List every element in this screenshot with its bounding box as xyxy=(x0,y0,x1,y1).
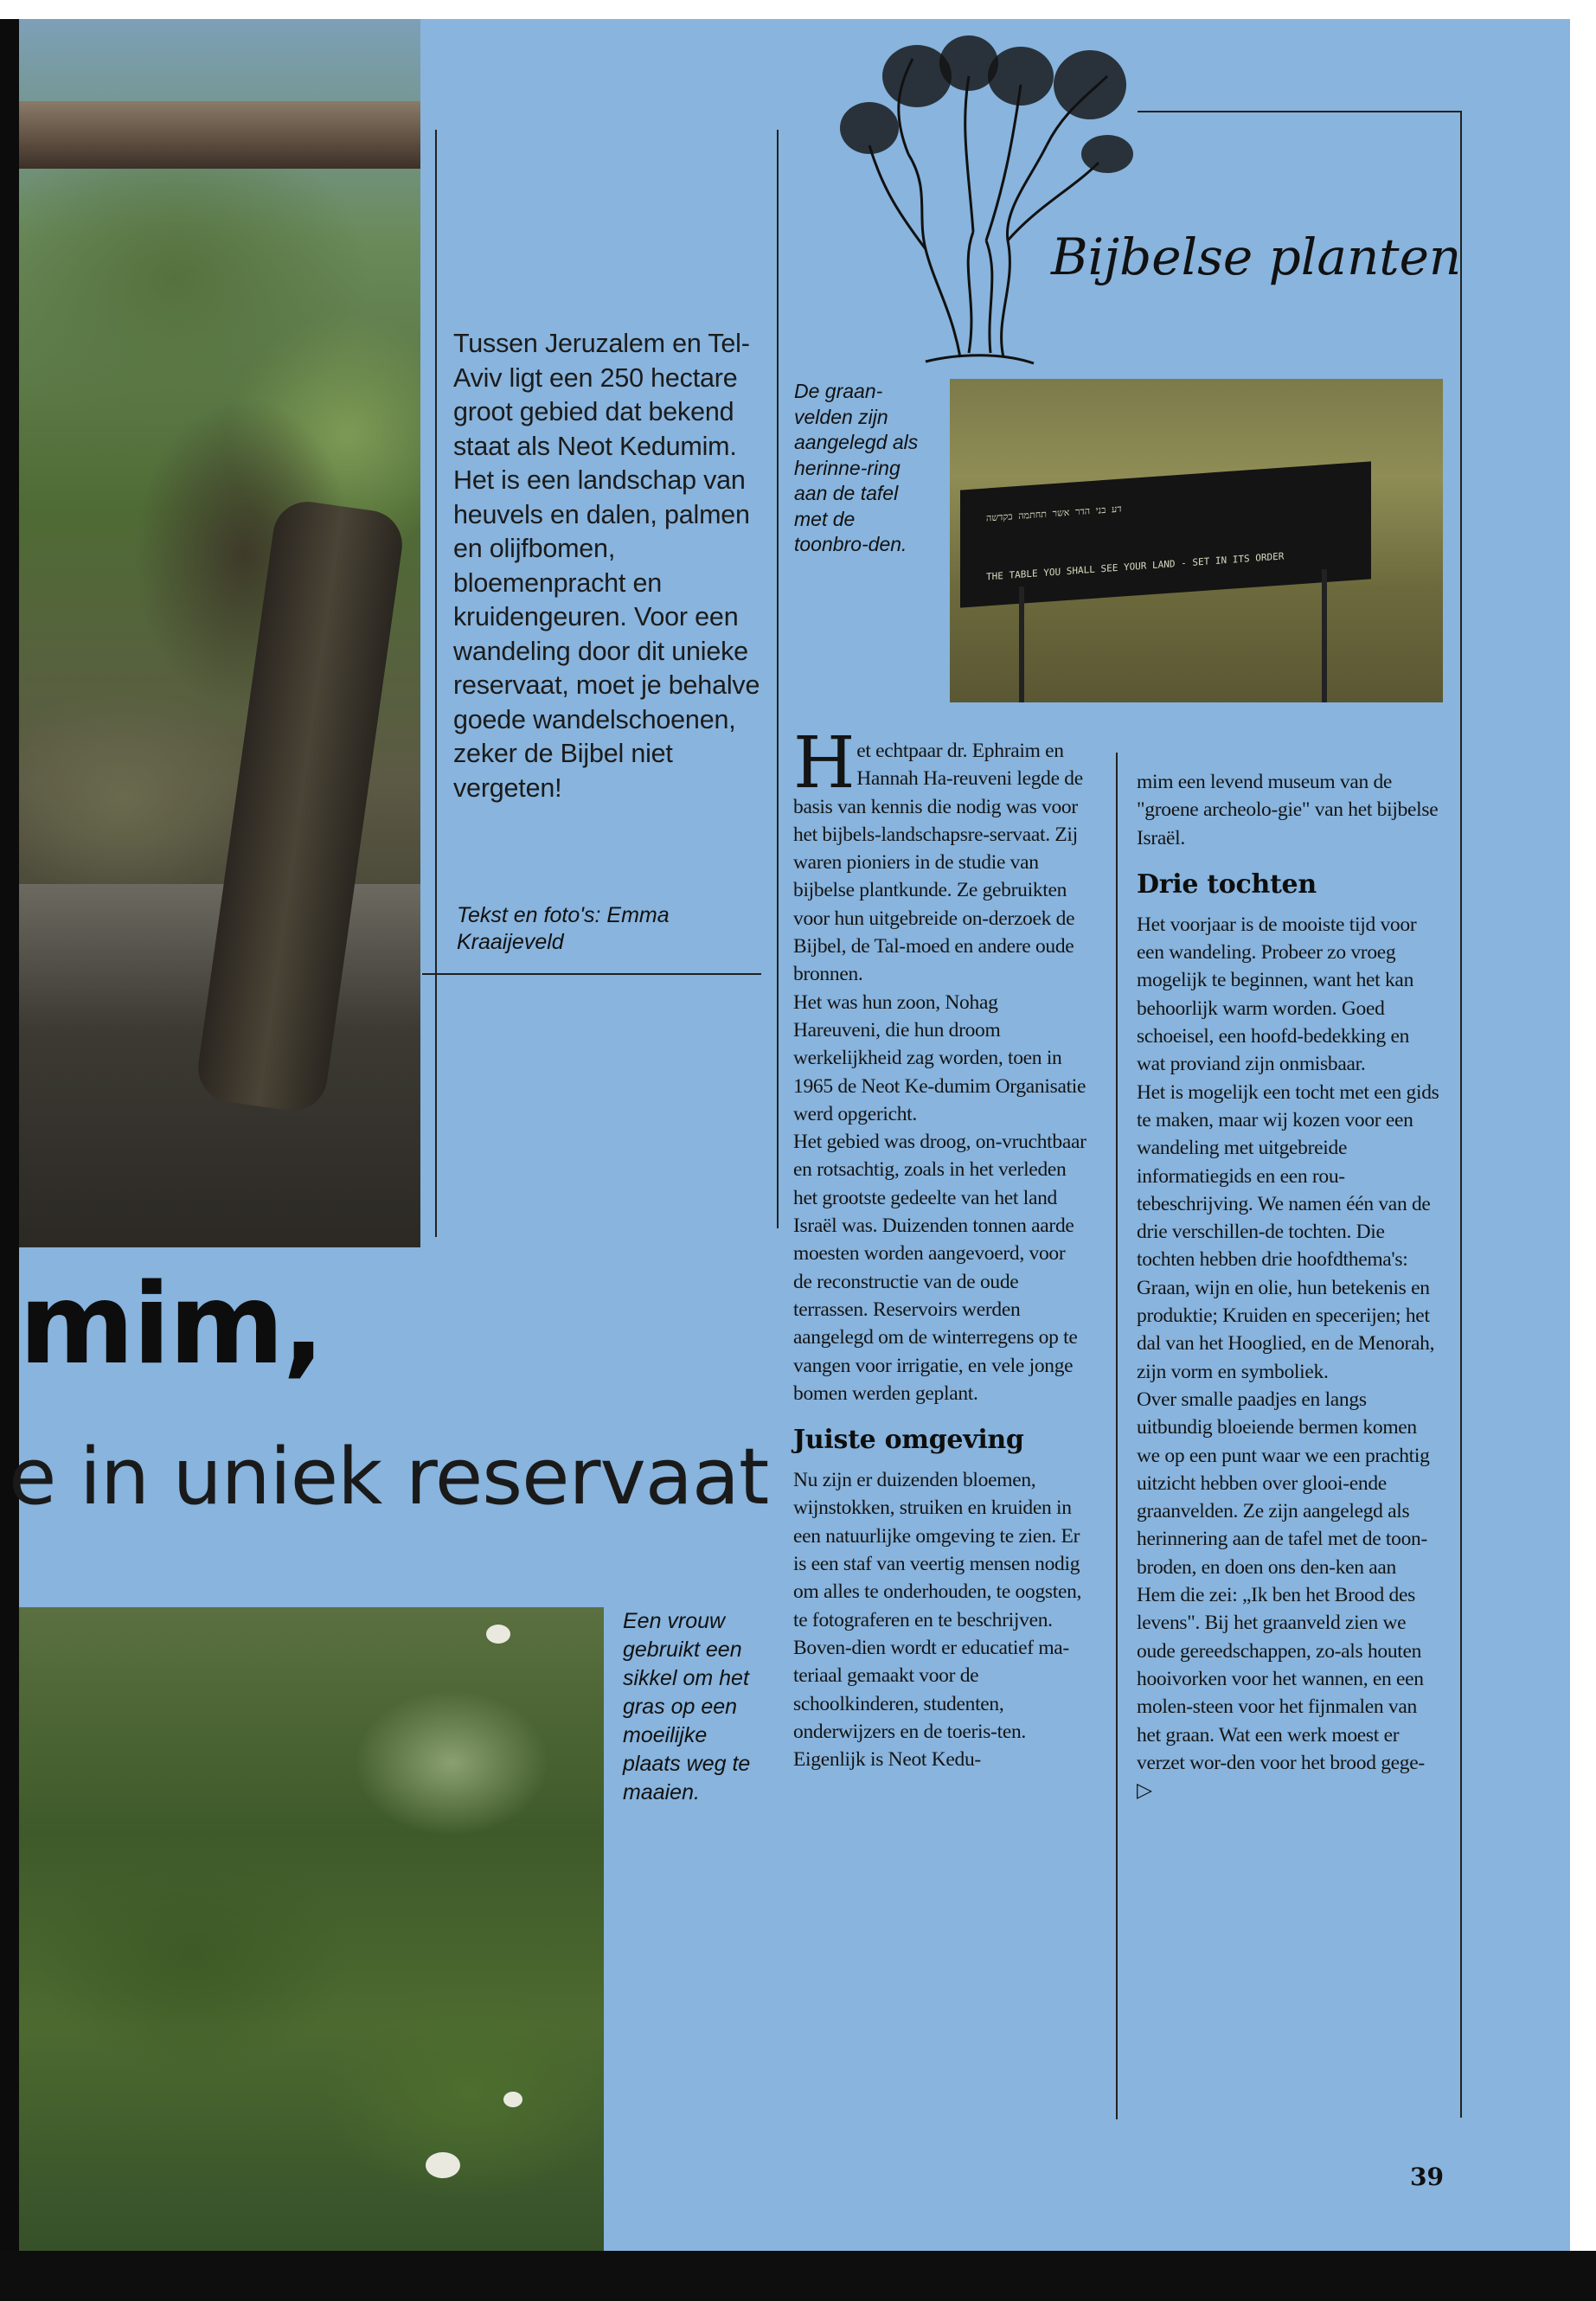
olive-tree-photo xyxy=(19,19,420,1247)
caption-woman: Een vrouw gebruikt een sikkel om het gras op een moeilijke plaats weg te maaien. xyxy=(623,1609,751,1804)
page-edge xyxy=(0,19,19,2251)
paragraph: Het voorjaar is de mooiste tijd voor een wandeling. Probeer zo vroeg mogelijk te beginnen, want het kan behoorlijk warm worden. Goed schoeisel, een hoofd-bedekking en wat proviand zijn onmisbaar. xyxy=(1137,913,1417,1076)
paragraph: Over smalle paadjes en langs uitbundig bloeiende bermen komen we op een punt waar we een prachtig uitzicht hebben over glooi-ende graanvelden. Ze zijn aangelegd als herinnering aan de tafel met de toon-broden, en doen ons den-ken aan Hem die zei: „Ik ben het Brood des levens". Bij het graanveld zien we oude gereedschappen, zo-als houten hooivorken voor het wannen, en een molen-steen voor het fijnmalen van het graan. Wat een werk moest er verzet wor-den voor het brood gege- ▷ xyxy=(1137,1388,1430,1803)
column-rule xyxy=(777,130,779,1228)
paragraph: Het was hun zoon, Nohag Hareuveni, die hun droom werkelijkheid zag worden, toen in 1965 de Neot Ke-dumim Organisatie werd opgericht. xyxy=(793,990,1086,1125)
divider xyxy=(422,973,761,975)
vegetation-photo xyxy=(19,1607,604,2251)
sign-post xyxy=(1019,586,1024,702)
page-number: 39 xyxy=(1410,2163,1444,2191)
headline-line2: e in uniek reservaat xyxy=(9,1432,769,1522)
photo-credit: Tekst en foto's: Emma Kraaijeveld xyxy=(457,903,670,954)
paragraph: Nu zijn er duizenden bloemen, wijnstokken, struiken en kruiden in een natuurlijke omgeving te zien. Er is een staf van veertig mensen nodig om alles te onderhouden, te oogsten, te fotograferen en te beschrijven. Boven-dien wordt er educatief ma-teriaal gemaakt voor de schoolkinderen, studenten, onderwijzers en de toeris-ten. Eigenlijk is Neot Kedu- xyxy=(793,1469,1082,1772)
section-title: Bijbelse planten xyxy=(1051,228,1462,286)
sign-text: THE TABLE YOU SHALL SEE YOUR LAND - SET IN ITS ORDER xyxy=(986,550,1285,583)
flower xyxy=(426,2152,460,2178)
caption-graan: De graan-velden zijn aangelegd als herinne-ring aan de tafel met de toonbro-den. xyxy=(794,380,919,555)
column-rule xyxy=(1116,753,1118,2119)
gutter xyxy=(610,1607,612,2251)
sign-post xyxy=(1322,569,1327,702)
paragraph: Het is mogelijk een tocht met een gids te maken, maar wij kozen voor een wandeling met uitgebreide informatiegids en een rou-tebeschrijving. We namen één van de drie verschillen-de tochten. Die tochten hebben drie hoofdthema's: Graan, wijn en olie, hun betekenis en produktie; Kruiden en specerijen; het dal van het Hooglied, en de Menorah, zijn vorm en symboliek. xyxy=(1137,1080,1439,1383)
flower xyxy=(503,2092,522,2107)
column-rule xyxy=(435,130,437,1237)
article-column-2 xyxy=(1137,768,1439,1804)
headline-line1: mim, xyxy=(19,1260,324,1389)
sign-photo xyxy=(950,379,1443,702)
paragraph: mim een levend museum van de "groene archeolo-gie" van het bijbelse Israël. xyxy=(1137,771,1439,849)
subhead: Juiste omgeving xyxy=(793,1425,1024,1456)
paragraph: Het gebied was droog, on-vruchtbaar en rotsachtig, zoals in het verleden het grootste gedeelte van het land Israël was. Duizenden tonnen aarde moesten worden aangevoerd, voor de reconstructie van de oude terrassen. Reservoirs werden aangelegd om de winterregens op te vangen voor irrigatie, en vele jonge bomen werden geplant. xyxy=(793,1131,1086,1405)
box-rule-top xyxy=(1138,111,1462,112)
paragraph: et echtpaar dr. Ephraim en Hannah Ha-reuveni legde de basis van kennis die nodig was voor het bijbels-landschapsre-servaat. Zij waren pioniers in de studie van bijbelse plantkunde. Ze gebruikten voor hun uitgebreide on-derzoek de Bijbel, de Tal-moed en andere oude bronnen. xyxy=(793,740,1083,986)
subhead: Drie tochten xyxy=(1137,868,1317,900)
intro-text: Tussen Jeruzalem en Tel-Aviv ligt een 250 hectare groot gebied dat bekend staat als Neot Kedumim. Het is een landschap van heuvels en dalen, palmen en olijfbomen, bloemenpracht en kruidengeuren. Voor een wandeling door dit unieke reservaat, moet je behalve goede wandelschoenen, zeker de Bijbel niet vergeten! xyxy=(453,329,760,803)
page-bottom-edge xyxy=(0,2251,1596,2301)
dropcap: H xyxy=(793,722,856,804)
sign-text: דע בני הדר אשר תחתמה בקדשה xyxy=(986,503,1122,524)
box-rule-right xyxy=(1460,111,1462,2118)
flower xyxy=(486,1625,510,1644)
olive-tree-icon xyxy=(830,24,1142,370)
article-column-1 xyxy=(793,722,1087,1773)
wooden-beam xyxy=(19,101,420,169)
